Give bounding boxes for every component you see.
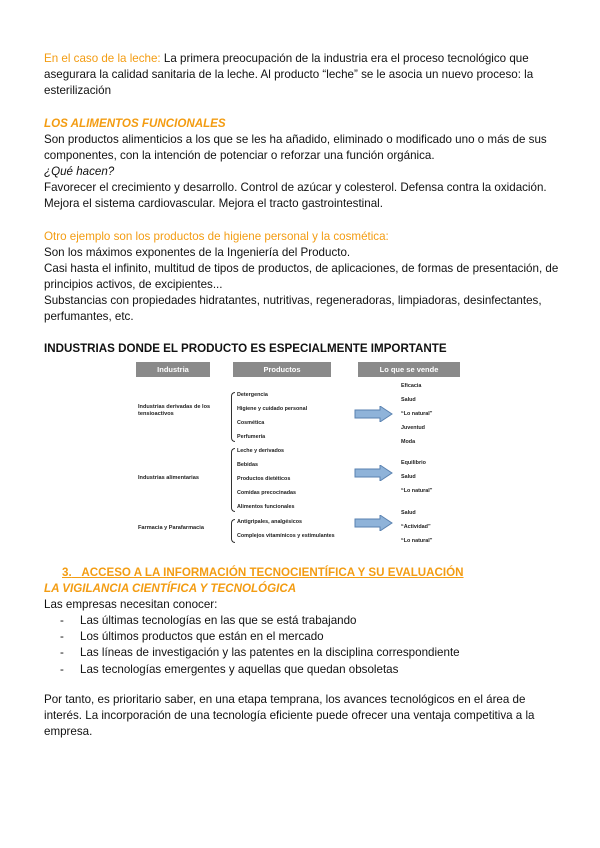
- product-item: Complejos vitamínicos y estimulantes: [237, 533, 335, 539]
- brace-group-3: [231, 519, 235, 543]
- section-3-subtitle: LA VIGILANCIA CIENTÍFICA Y TECNOLÓGICA: [44, 582, 297, 595]
- functional-text: Son productos alimenticios a los que se les ha añadido, eliminado o modificado uno o más de sus componentes, con la intención de potenciar o reforzar una función orgánica.: [44, 133, 547, 163]
- arrow-icon: [354, 406, 394, 422]
- product-item: Productos dietéticos: [237, 476, 291, 482]
- sold-item: Salud: [401, 510, 416, 516]
- industry-farmacia: Farmacia y Parafarmacia: [138, 525, 204, 531]
- functional-answer: Favorecer el crecimiento y desarrollo. Control de azúcar y colesterol. Defensa contra la oxidación. Mejora el sistema cardiovascular. Mejora el tracto gastrointestinal.: [44, 181, 547, 211]
- list-item: - Las tecnologías emergentes y aquellas que quedan obsoletas: [44, 662, 564, 678]
- section-3-number: 3.: [62, 566, 72, 579]
- list-item: - Las líneas de investigación y las patentes en la disciplina correspondiente: [44, 645, 564, 661]
- brace-group-2: [231, 448, 235, 512]
- arrow-icon: [354, 465, 394, 481]
- section-3-title: ACCESO A LA INFORMACIÓN TECNOCIENTÍFICA Y SU EVALUACIÓN: [81, 566, 464, 579]
- industries-heading: INDUSTRIAS DONDE EL PRODUCTO ES ESPECIALMENTE IMPORTANTE: [44, 342, 447, 355]
- product-item: Detergencia: [237, 392, 268, 398]
- brace-group-1: [231, 392, 235, 442]
- header-industria: Industria: [136, 362, 210, 377]
- section-3-heading: [62, 565, 577, 581]
- sold-item: Equilibrio: [401, 460, 426, 466]
- sold-item: Salud: [401, 474, 416, 480]
- product-item: Antigripales, analgésicos: [237, 519, 303, 525]
- hygiene-line2: Casi hasta el infinito, multitud de tipos de productos, de aplicaciones, de formas de presentación, de principios activos, de excipientes...: [44, 262, 559, 292]
- sold-item: “Actividad”: [401, 524, 431, 530]
- arrow-icon: [354, 515, 394, 531]
- sold-item: Eficacia: [401, 383, 422, 389]
- hygiene-line3: Substancias con propiedades hidratantes, nutritivas, regeneradoras, limpiadoras, desinfectantes, perfumantes, etc.: [44, 294, 542, 324]
- product-item: Alimentos funcionales: [237, 504, 295, 510]
- header-productos: Productos: [233, 362, 331, 377]
- milk-text: La primera preocupación de la industria era el proceso tecnológico que asegurara la calidad sanitaria de la leche. Al producto “leche” se le asocia un nuevo proceso: la esterilización: [44, 52, 534, 98]
- product-item: Bebidas: [237, 462, 258, 468]
- sold-item: Moda: [401, 439, 416, 445]
- sold-item: “Lo natural”: [401, 488, 433, 494]
- list-item: - Las últimas tecnologías en las que se está trabajando: [44, 613, 564, 629]
- header-lo-que-se-vende: Lo que se vende: [358, 362, 460, 377]
- sold-item: “Lo natural”: [401, 538, 433, 544]
- product-item: Cosmética: [237, 420, 265, 426]
- industry-tensioactivos: Industrias derivadas de los tensioactivos: [138, 404, 211, 417]
- product-item: Comidas precocinadas: [237, 490, 297, 496]
- functional-question: ¿Qué hacen?: [44, 165, 115, 178]
- hygiene-lead: Otro ejemplo son los productos de higiene personal y la cosmética:: [44, 230, 389, 243]
- milk-paragraph: [44, 51, 559, 100]
- sold-item: “Lo natural”: [401, 411, 433, 417]
- product-item: Higiene y cuidado personal: [237, 406, 308, 412]
- list-item: - Los últimos productos que están en el mercado: [44, 629, 564, 645]
- sold-item: Juventud: [401, 425, 425, 431]
- needs-list: [44, 613, 564, 678]
- product-item: Perfumería: [237, 434, 266, 440]
- product-item: Leche y derivados: [237, 448, 285, 454]
- sold-item: Salud: [401, 397, 416, 403]
- industries-diagram: [136, 362, 466, 548]
- functional-heading: LOS ALIMENTOS FUNCIONALES: [44, 117, 226, 130]
- closing-paragraph: Por tanto, es prioritario saber, en una etapa temprana, los avances tecnológicos en el área de interés. La incorporación de una tecnología eficiente puede ofrecer una ventaja competitiva a la empresa.: [44, 693, 535, 739]
- hygiene-line1: Son los máximos exponentes de la Ingeniería del Producto.: [44, 246, 351, 259]
- section-3-intro: Las empresas necesitan conocer:: [44, 598, 218, 611]
- milk-lead: En el caso de la leche:: [44, 52, 161, 65]
- industry-alimentarias: Industrias alimentarias: [138, 475, 199, 481]
